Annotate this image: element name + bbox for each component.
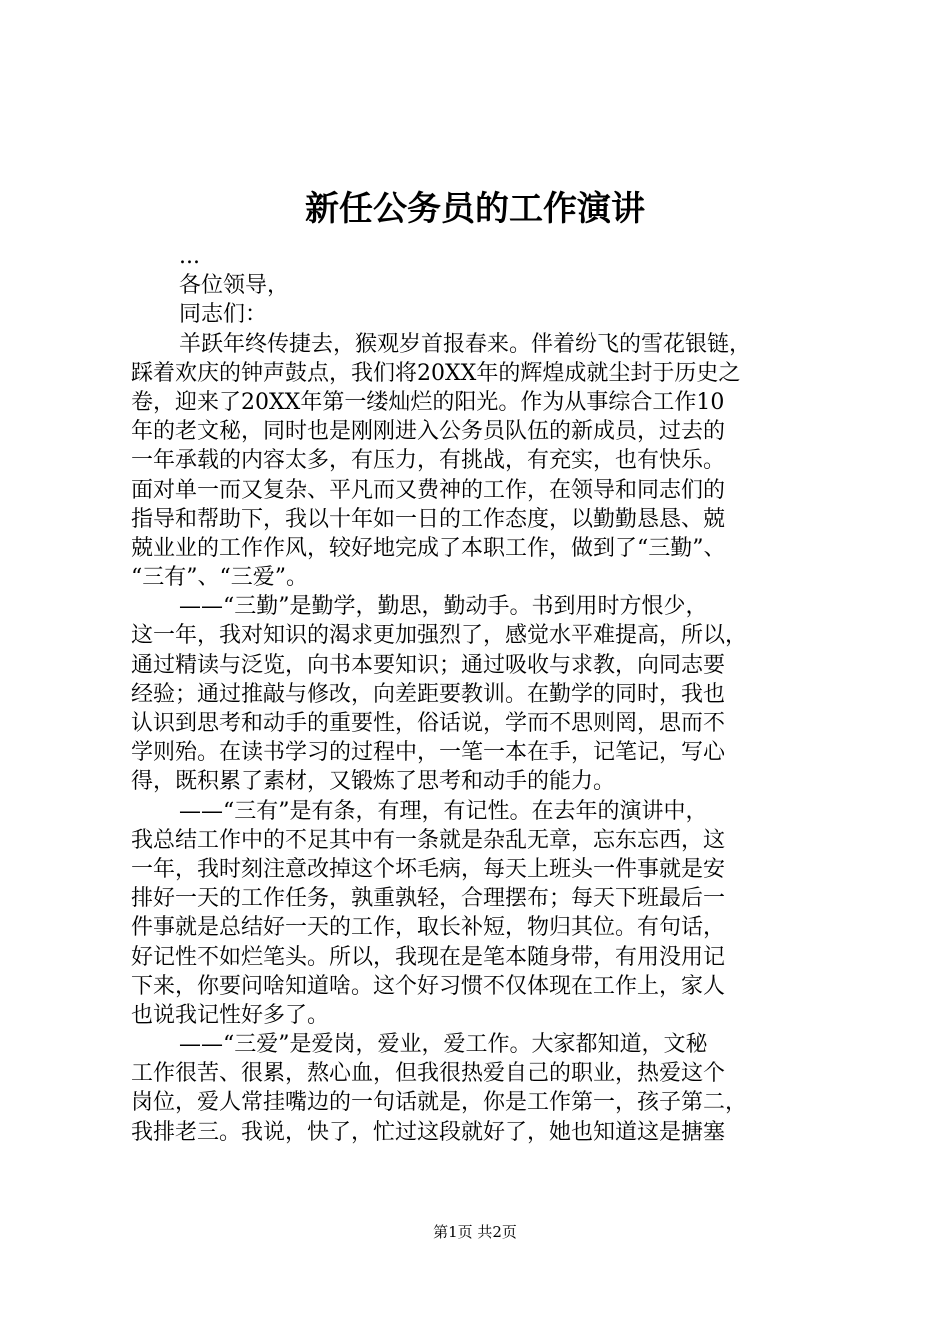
- body-line: 学则殆。在读书学习的过程中，一笔一本在手，记笔记，写心: [131, 740, 726, 766]
- body-line: 羊跃年终传捷去，猴观岁首报春来。伴着纷飞的雪花银链，: [179, 331, 752, 357]
- document-title: 新任公务员的工作演讲: [305, 189, 645, 229]
- body-line: 兢业业的工作作风，较好地完成了本职工作，做到了“三勤”、: [131, 535, 726, 561]
- body-line: ——“三爱”是爱岗，爱业，爱工作。大家都知道，文秘: [179, 1032, 708, 1058]
- body-line: 一年，我时刻注意改掉这个坏毛病，每天上班头一件事就是安: [131, 856, 726, 882]
- body-line: 面对单一而又复杂、平凡而又费神的工作，在领导和同志们的: [131, 477, 726, 503]
- body-line: 踩着欢庆的钟声鼓点，我们将20XX年的辉煌成就尘封于历史之: [131, 360, 741, 386]
- body-line: “三有”、“三爱”。: [131, 565, 308, 591]
- body-line: 下来，你要问啥知道啥。这个好习惯不仅体现在工作上，家人: [131, 973, 726, 999]
- body-line: 通过精读与泛览，向书本要知识；通过吸收与求教，向同志要: [131, 652, 726, 678]
- body-line: 年的老文秘，同时也是刚刚进入公务员队伍的新成员，过去的: [131, 419, 726, 445]
- body-line: 指导和帮助下，我以十年如一日的工作态度，以勤勤恳恳、兢: [131, 506, 726, 532]
- body-line: 排好一天的工作任务，孰重孰轻，合理摆布；每天下班最后一: [131, 886, 726, 912]
- body-line: 工作很苦、很累，熬心血，但我很热爱自己的职业，热爱这个: [131, 1061, 726, 1087]
- body-line: 一年承载的内容太多，有压力，有挑战，有充实，也有快乐。: [131, 448, 726, 474]
- body-line: ——“三勤”是勤学，勤思，勤动手。书到用时方恨少，: [179, 594, 708, 620]
- body-line: 我总结工作中的不足其中有一条就是杂乱无章，忘东忘西，这: [131, 827, 726, 853]
- body-line: 认识到思考和动手的重要性，俗话说，学而不思则罔，思而不: [131, 711, 726, 736]
- body-line: 也说我记性好多了。: [131, 1002, 330, 1028]
- body-line: 经验；通过推敲与修改，向差距要教训。在勤学的同时，我也: [131, 681, 726, 707]
- body-line: 岗位，爱人常挂嘴边的一句话就是，你是工作第一，孩子第二，: [131, 1090, 748, 1116]
- body-line: 我排老三。我说，快了，忙过这段就好了，她也知道这是搪塞: [131, 1119, 726, 1145]
- body-line: 各位领导，: [179, 273, 290, 299]
- body-line: 这一年，我对知识的渴求更加强烈了，感觉水平难提高，所以，: [131, 623, 748, 649]
- body-line: ——“三有”是有条，有理，有记性。在去年的演讲中，: [179, 798, 708, 824]
- body-line: 件事就是总结好一天的工作，取长补短，物归其位。有句话，: [131, 915, 726, 941]
- body-line: 好记性不如烂笔头。所以，我现在是笔本随身带，有用没用记: [131, 944, 726, 970]
- document-body: [131, 242, 831, 1147]
- body-line: 同志们：: [179, 302, 268, 328]
- page-footer: 第1页 共2页: [433, 1223, 517, 1241]
- body-line: ...: [179, 244, 200, 269]
- body-line: 卷，迎来了20XX年第一缕灿烂的阳光。作为从事综合工作10: [131, 389, 725, 415]
- body-line: 得，既积累了素材，又锻炼了思考和动手的能力。: [131, 769, 616, 795]
